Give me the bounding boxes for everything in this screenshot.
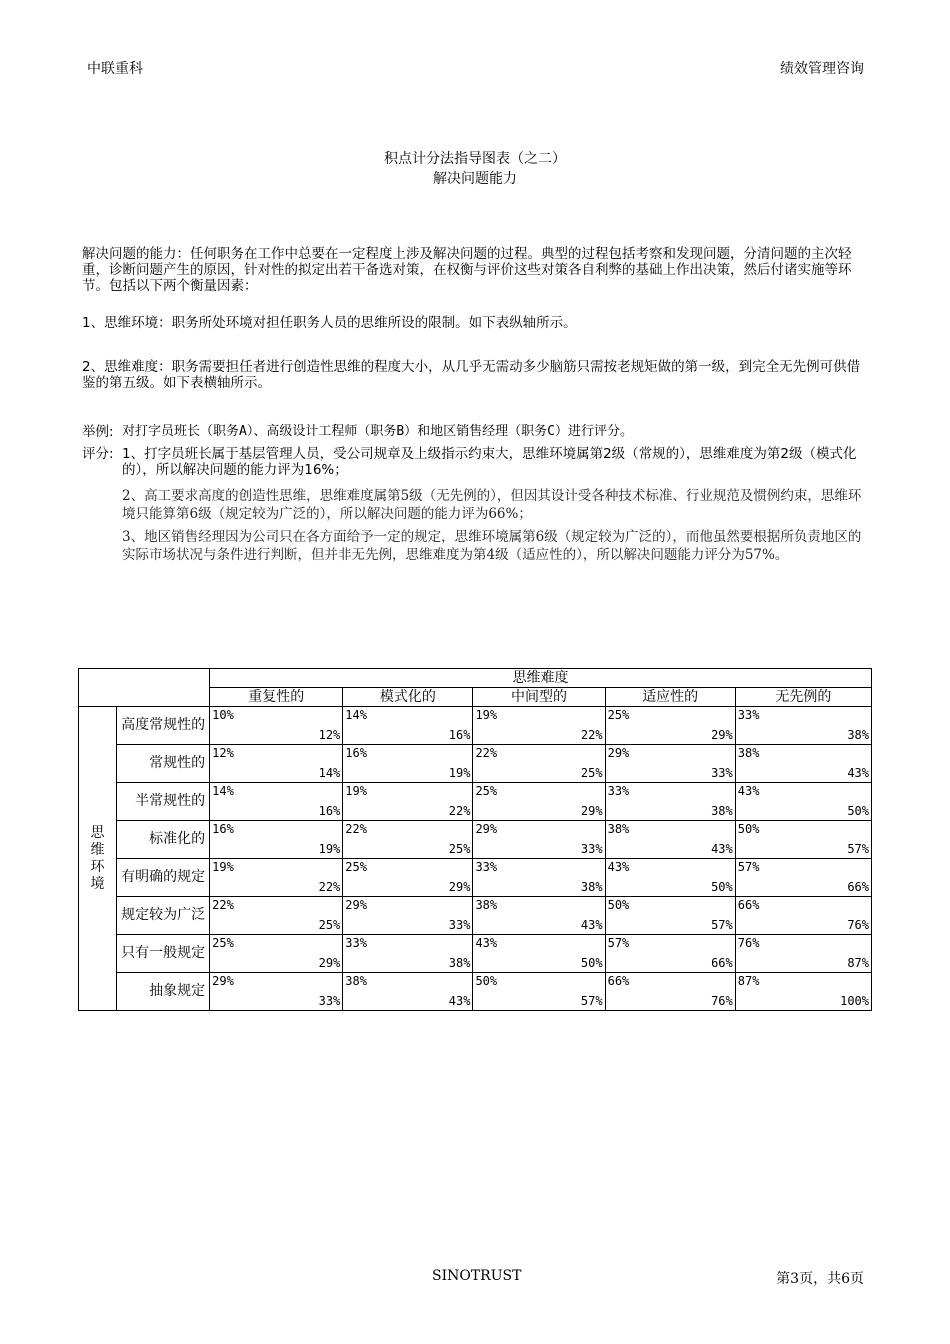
score-cell: [473, 935, 605, 973]
score-low: 25%: [212, 936, 234, 950]
row-label: 有明确的规定: [117, 859, 210, 897]
score-high: 29%: [580, 804, 603, 818]
score-low: 25%: [475, 784, 498, 798]
score-low: 38%: [607, 822, 630, 836]
score-high: 33%: [580, 842, 603, 856]
score-low: 19%: [345, 784, 367, 798]
score-low: 29%: [345, 898, 367, 912]
factor-thinking-difficulty: 2、思维难度：职务需要担任者进行创造性思维的程度大小，从几乎无需动多少脑筋只需按老规矩做的第一级，到完全无先例可供借鉴的第五级。如下表横轴所示。: [82, 359, 861, 391]
column-header: 模式化的: [343, 688, 473, 707]
score-high: 33%: [448, 918, 471, 932]
score-cell: [343, 935, 473, 973]
score-cell: [735, 745, 871, 783]
score-low: 50%: [607, 898, 630, 912]
score-low: 43%: [737, 784, 760, 798]
score-cell: [473, 707, 605, 745]
score-cell: [343, 745, 473, 783]
score-low: 19%: [212, 860, 234, 874]
score-high: 29%: [448, 880, 471, 894]
score-high: 12%: [318, 728, 341, 742]
score-high: 19%: [318, 842, 341, 856]
score-high: 50%: [580, 956, 603, 970]
score-low: 29%: [475, 822, 498, 836]
score-cell: [473, 859, 605, 897]
score-high: 50%: [711, 880, 733, 894]
score-high: 100%: [840, 994, 869, 1008]
score-low: 66%: [607, 974, 630, 988]
score-low: 50%: [475, 974, 498, 988]
score-high: 38%: [580, 880, 603, 894]
table-row: [79, 859, 872, 897]
score-cell: [735, 935, 871, 973]
row-label: 抽象规定: [117, 973, 210, 1011]
score-cell: [605, 783, 735, 821]
scoring-item-1: 1、打字员班长属于基层管理人员，受公司规章及上级指示约束大，思维环境属第2级（常规的），思维难度为第2级（模式化的），所以解决问题的能力评为16%；: [122, 446, 857, 478]
example-label: 举例:: [82, 424, 114, 440]
score-high: 57%: [711, 918, 733, 932]
score-low: 38%: [345, 974, 367, 988]
score-cell: [210, 897, 343, 935]
scoring-item-3: 3、地区销售经理因为公司只在各方面给予一定的规定，思维环境属第6级（规定较为广泛的），而他虽然要根据所负责地区的实际市场状况与条件进行判断，但并非无先例，思维难度为第4级（适应性的），所以解决问题能力评分为57%。: [122, 529, 862, 563]
score-high: 43%: [580, 918, 603, 932]
score-cell: [605, 707, 735, 745]
score-high: 76%: [847, 918, 869, 932]
table-row: [79, 821, 872, 859]
score-cell: [210, 783, 343, 821]
score-low: 43%: [607, 860, 630, 874]
score-cell: [210, 745, 343, 783]
score-low: 43%: [475, 936, 498, 950]
scoring-label: 评分:: [82, 446, 114, 462]
score-low: 33%: [345, 936, 367, 950]
score-high: 22%: [448, 804, 471, 818]
score-cell: [343, 859, 473, 897]
score-low: 16%: [345, 746, 367, 760]
score-high: 29%: [318, 956, 341, 970]
header-department: 绩效管理咨询: [780, 61, 864, 77]
score-high: 22%: [318, 880, 341, 894]
score-low: 57%: [737, 860, 760, 874]
column-header: 无先例的: [735, 688, 871, 707]
score-low: 22%: [475, 746, 498, 760]
score-low: 19%: [475, 708, 498, 722]
scoring-table: [78, 668, 872, 1011]
example-text: 对打字员班长（职务A）、高级设计工程师（职务B）和地区销售经理（职务C）进行评分。: [122, 424, 633, 439]
row-label: 半常规性的: [117, 783, 210, 821]
score-cell: [735, 821, 871, 859]
column-group-header: 思维难度: [210, 669, 872, 688]
score-low: 14%: [345, 708, 367, 722]
score-high: 25%: [448, 842, 471, 856]
score-low: 29%: [607, 746, 630, 760]
column-header: 适应性的: [605, 688, 735, 707]
footer-brand: SINOTRUST: [432, 1268, 522, 1284]
score-low: 12%: [212, 746, 234, 760]
score-cell: [210, 707, 343, 745]
score-cell: [735, 859, 871, 897]
score-cell: [605, 973, 735, 1011]
score-low: 25%: [607, 708, 630, 722]
score-low: 25%: [345, 860, 367, 874]
score-low: 29%: [212, 974, 234, 988]
score-high: 25%: [318, 918, 341, 932]
score-low: 33%: [607, 784, 630, 798]
score-cell: [735, 707, 871, 745]
score-cell: [735, 897, 871, 935]
score-low: 33%: [475, 860, 498, 874]
score-high: 66%: [711, 956, 733, 970]
header-company: 中联重科: [87, 61, 143, 77]
score-cell: [473, 821, 605, 859]
table-row: [79, 973, 872, 1011]
score-high: 22%: [580, 728, 603, 742]
score-cell: [210, 935, 343, 973]
score-cell: [210, 973, 343, 1011]
score-high: 76%: [711, 994, 733, 1008]
score-cell: [605, 745, 735, 783]
score-high: 50%: [847, 804, 869, 818]
score-high: 25%: [580, 766, 603, 780]
row-label: 标准化的: [117, 821, 210, 859]
score-low: 66%: [737, 898, 760, 912]
score-high: 33%: [711, 766, 733, 780]
score-cell: [343, 821, 473, 859]
score-cell: [473, 745, 605, 783]
score-low: 38%: [737, 746, 760, 760]
score-low: 50%: [737, 822, 760, 836]
page-subtitle: 解决问题能力: [433, 171, 517, 187]
row-group-header: [79, 707, 117, 1011]
score-low: 22%: [212, 898, 234, 912]
row-group-header-text: 思维环境: [90, 824, 105, 892]
score-cell: [605, 859, 735, 897]
table-row: [79, 707, 872, 745]
score-high: 43%: [448, 994, 471, 1008]
score-low: 14%: [212, 784, 234, 798]
table-row: [79, 935, 872, 973]
score-low: 87%: [737, 974, 760, 988]
row-label: 高度常规性的: [117, 707, 210, 745]
page-title: 积点计分法指导图表（之二）: [384, 151, 566, 167]
score-cell: [343, 897, 473, 935]
score-cell: [473, 783, 605, 821]
column-header: 中间型的: [473, 688, 605, 707]
score-low: 10%: [212, 708, 234, 722]
score-low: 38%: [475, 898, 498, 912]
score-high: 16%: [318, 804, 341, 818]
table-row: [79, 783, 872, 821]
score-low: 22%: [345, 822, 367, 836]
table-row: [79, 897, 872, 935]
row-label: 规定较为广泛: [117, 897, 210, 935]
score-cell: [210, 859, 343, 897]
score-low: 33%: [737, 708, 760, 722]
score-cell: [735, 783, 871, 821]
score-cell: [210, 821, 343, 859]
score-cell: [473, 897, 605, 935]
score-low: 16%: [212, 822, 234, 836]
table-row: [79, 745, 872, 783]
score-high: 43%: [847, 766, 869, 780]
score-cell: [605, 897, 735, 935]
score-high: 19%: [448, 766, 471, 780]
score-high: 57%: [580, 994, 603, 1008]
row-label: 只有一般规定: [117, 935, 210, 973]
score-low: 57%: [607, 936, 630, 950]
score-high: 16%: [448, 728, 471, 742]
score-high: 57%: [847, 842, 869, 856]
score-cell: [605, 821, 735, 859]
scoring-item-2: 2、高工要求高度的创造性思维，思维难度属第5级（无先例的），但因其设计受各种技术标准、行业规范及惯例约束，思维环境只能算第6级（规定较为广泛的），所以解决问题的能力评为66%；: [122, 488, 862, 522]
score-high: 38%: [847, 728, 869, 742]
intro-paragraph: 解决问题的能力：任何职务在工作中总要在一定程度上涉及解决问题的过程。典型的过程包括考察和发现问题，分清问题的主次轻重，诊断问题产生的原因，针对性的拟定出若干备选对策，在权衡与评价这些对策各自利弊的基础上作出决策，然后付诸实施等环节。包括以下两个衡量因素：: [82, 246, 852, 294]
score-cell: [735, 973, 871, 1011]
score-cell: [343, 973, 473, 1011]
page-number: 第3页，共6页: [776, 1271, 864, 1287]
score-cell: [343, 783, 473, 821]
factor-thinking-environment: 1、思维环境：职务所处环境对担任职务人员的思维所设的限制。如下表纵轴所示。: [82, 315, 577, 331]
score-cell: [473, 973, 605, 1011]
score-low: 76%: [737, 936, 760, 950]
score-high: 14%: [318, 766, 341, 780]
score-high: 87%: [847, 956, 869, 970]
column-header: 重复性的: [210, 688, 343, 707]
score-high: 43%: [711, 842, 733, 856]
table-corner: [79, 669, 210, 707]
score-high: 33%: [318, 994, 341, 1008]
score-high: 38%: [711, 804, 733, 818]
score-cell: [605, 935, 735, 973]
score-high: 38%: [448, 956, 471, 970]
score-high: 66%: [847, 880, 869, 894]
row-label: 常规性的: [117, 745, 210, 783]
score-high: 29%: [711, 728, 733, 742]
score-cell: [343, 707, 473, 745]
